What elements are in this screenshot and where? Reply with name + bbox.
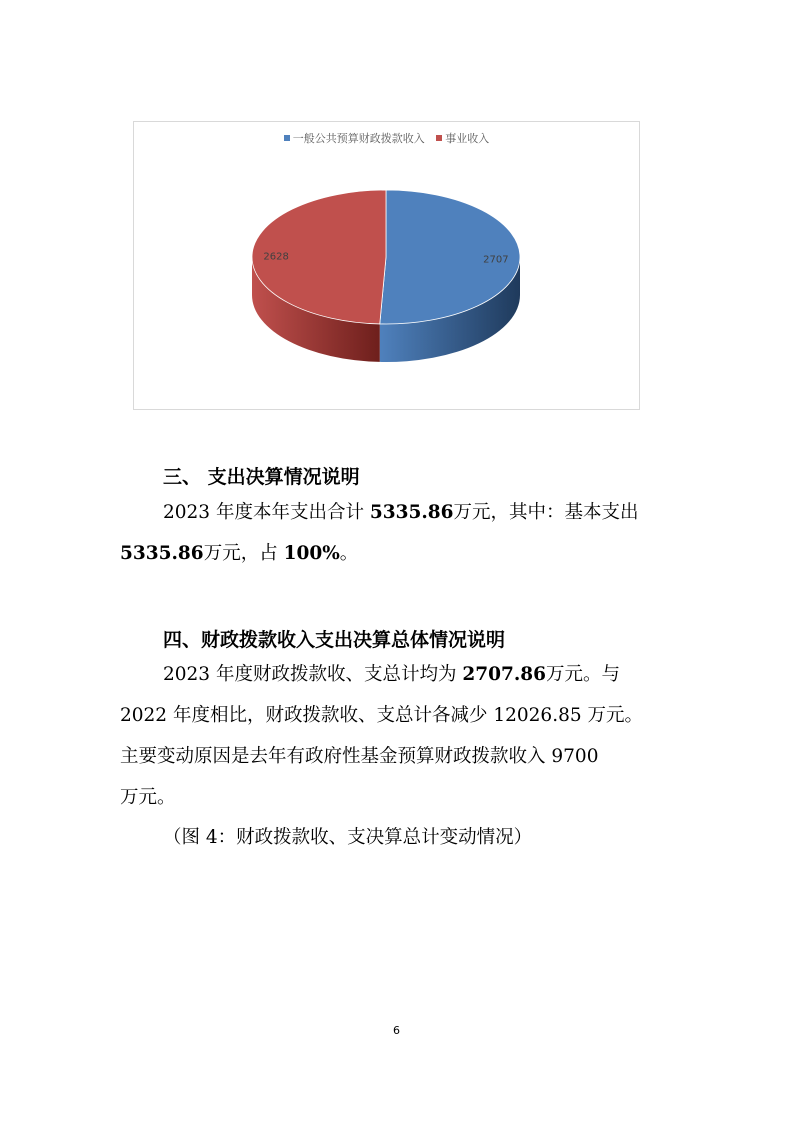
pie-svg bbox=[134, 122, 639, 409]
pie-data-label-0: 2707 bbox=[483, 254, 509, 266]
fiscal-line-1: 2023 年度财政拨款收、支总计均为 2707.86万元。与 bbox=[163, 664, 621, 685]
legend-item-business-income: 事业收入 bbox=[436, 130, 489, 146]
fiscal-line-2: 2022 年度相比，财政拨款收、支总计各减少 12026.85 万元。 bbox=[120, 705, 643, 726]
page-number: 6 bbox=[393, 1024, 400, 1037]
expenditure-line-1: 2023 年度本年支出合计 5335.86万元，其中：基本支出 bbox=[163, 502, 639, 523]
fiscal-line-4: 万元。 bbox=[120, 787, 176, 808]
section-heading-fiscal: 四、财政拨款收入支出决算总体情况说明 bbox=[163, 629, 506, 651]
figure-caption: （图 4：财政拨款收、支决算总计变动情况） bbox=[163, 827, 533, 848]
expenditure-line-2: 5335.86万元，占 100%。 bbox=[120, 543, 359, 564]
legend-item-general-budget: 一般公共预算财政拨款收入 bbox=[284, 130, 425, 146]
pie-data-label-1: 2628 bbox=[263, 251, 289, 263]
pie-chart bbox=[133, 121, 640, 410]
fiscal-line-3: 主要变动原因是去年有政府性基金预算财政拨款收入 9700 bbox=[120, 746, 599, 767]
section-heading-expenditure: 三、 支出决算情况说明 bbox=[163, 466, 360, 488]
